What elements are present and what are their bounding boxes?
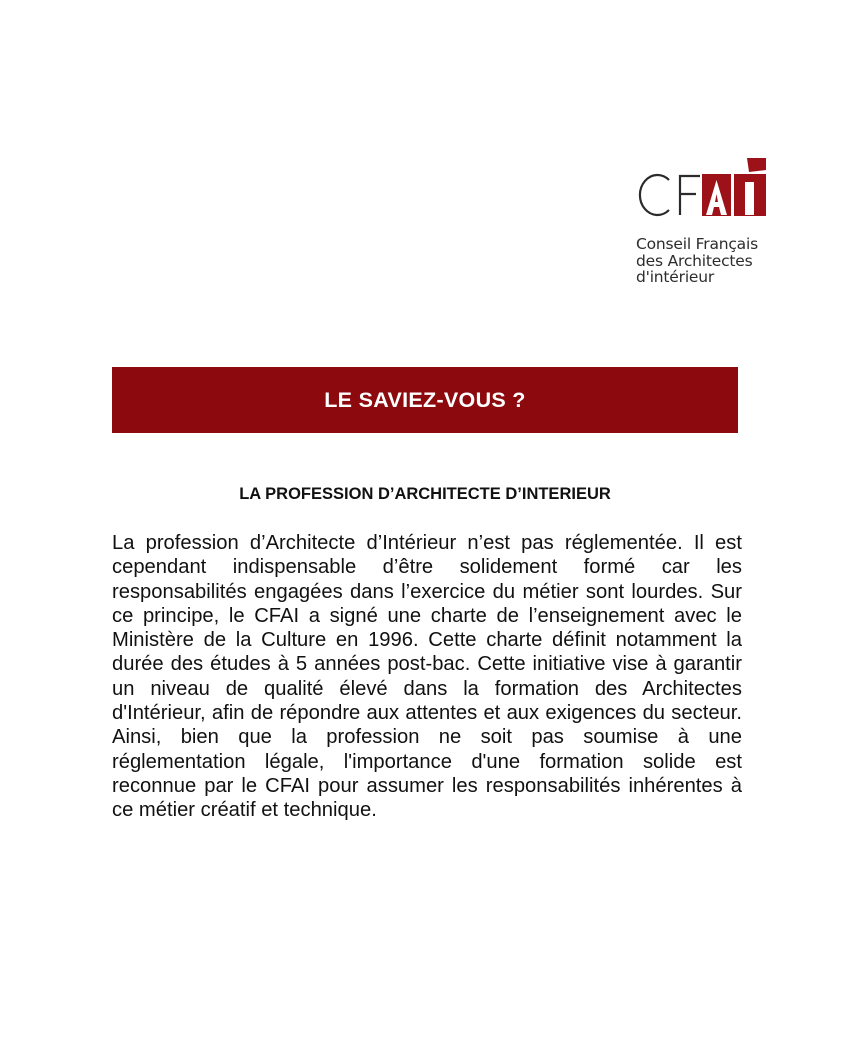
cfai-logo-mark (636, 158, 768, 222)
logo-tagline-line: Conseil Français (636, 235, 758, 253)
body-paragraph: La profession d’Architecte d’Intérieur n’est pas réglementée. Il est cependant indispensable d’être solidement formé car les responsabilités engagées dans l’exercice du métier sont lourdes. Sur ce principe, le CFAI a signé une charte de l’enseignement avec le Ministère de la Culture en 1996. Cette charte définit notamment la durée des études à 5 années post-bac. Cette initiative vise à garantir un niveau de qualité élevé dans la formation des Architectes d'Intérieur, afin de répondre aux attentes et aux exigences du secteur. Ainsi, bien que la profession ne soit pas soumise à une réglementation légale, l'importance d'une formation solide est reconnue par le CFAI pour assumer les responsabilités inhérentes à ce métier créatif et technique. (112, 532, 742, 822)
logo-tagline (636, 236, 786, 286)
section-heading: LA PROFESSION D’ARCHITECTE D’INTERIEUR (239, 485, 611, 503)
logo-tagline-line: d'intérieur (636, 268, 715, 286)
banner-title: LE SAVIEZ-VOUS ? (324, 387, 526, 412)
cfai-logo (636, 158, 786, 286)
logo-tagline-line: des Architectes (636, 251, 753, 270)
banner (112, 367, 738, 433)
cfai-logo-icon (636, 158, 768, 222)
